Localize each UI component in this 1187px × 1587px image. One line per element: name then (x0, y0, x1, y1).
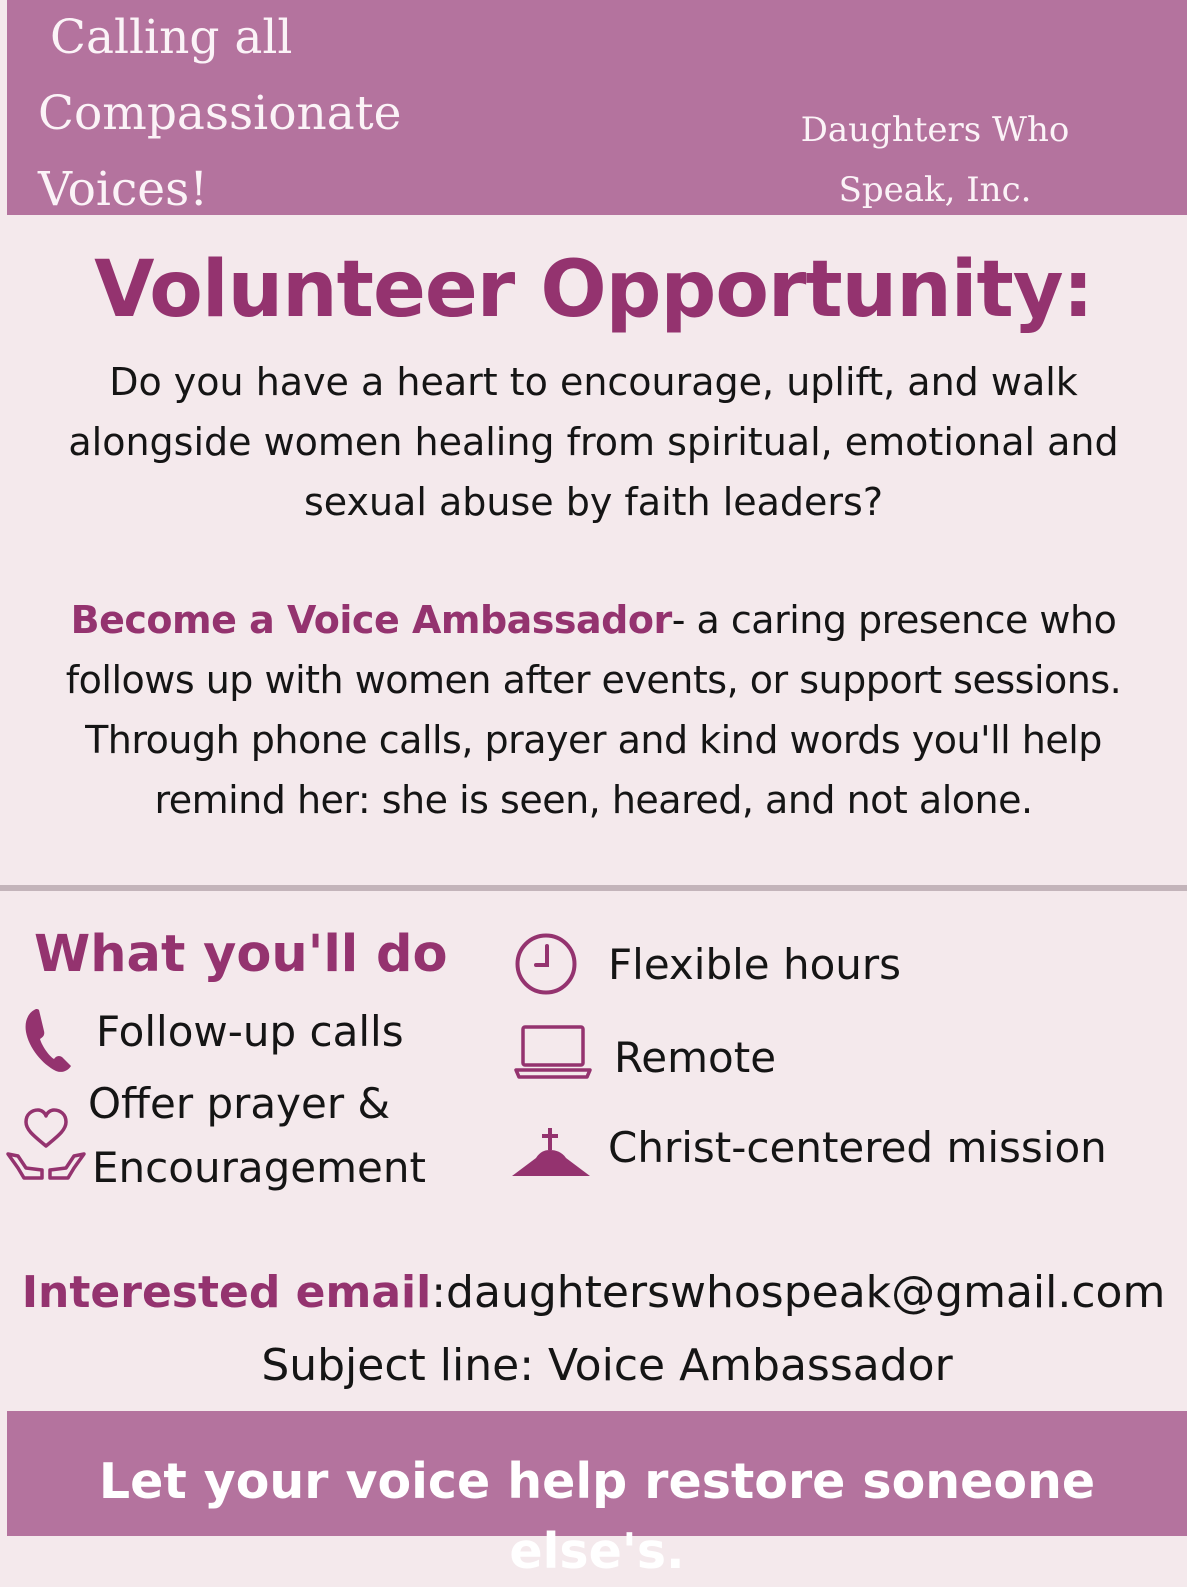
perk-hours: Flexible hours (608, 940, 902, 989)
perk-remote: Remote (614, 1033, 777, 1082)
tagline-line: Calling all (50, 10, 293, 65)
footer-slogan: Let your voice help restore soneone else's. (98, 1453, 1096, 1580)
todo-prayer-line: Offer prayer & (88, 1079, 391, 1128)
org-name-line: Speak, Inc. (838, 170, 1032, 210)
phone-icon (22, 1006, 74, 1074)
intro-line: alongside women healing from spiritual, emotional and (68, 420, 1119, 464)
tagline-line: Compassionate (38, 86, 402, 141)
ambassador-description (0, 590, 1187, 830)
todo-prayer-line: Encouragement (92, 1143, 426, 1192)
ambassador-line: Through phone calls, prayer and kind words you'll help (85, 718, 1102, 762)
tagline-line: Voices! (38, 162, 209, 217)
email-value[interactable]: :daughterswhospeak@gmail.com (431, 1267, 1166, 1318)
todo-calls: Follow-up calls (96, 1007, 404, 1056)
ambassador-line: remind her: she is seen, heared, and not alone. (154, 778, 1033, 822)
contact-email (0, 1262, 1187, 1324)
page-title: Volunteer Opportunity: (94, 245, 1093, 335)
tagline (38, 0, 458, 228)
perk-mission: Christ-centered mission (608, 1123, 1107, 1172)
church-icon (510, 1126, 592, 1178)
laptop-icon (514, 1024, 592, 1080)
intro-question (0, 352, 1187, 532)
clock-icon (514, 932, 578, 996)
org-name (770, 100, 1100, 220)
ambassador-line (0, 590, 1187, 650)
ambassador-lead: Become a Voice Ambassador (70, 598, 672, 642)
ambassador-line: follows up with women after events, or support sessions. (65, 658, 1122, 702)
todo-prayer (88, 1072, 426, 1200)
email-label: Interested email (21, 1267, 432, 1318)
intro-line: Do you have a heart to encourage, uplift, and walk (109, 360, 1078, 404)
ambassador-first-rest: - a caring presence who (671, 598, 1117, 642)
todo-title: What you'll do (34, 925, 448, 984)
section-divider (0, 885, 1187, 891)
heart-hands-icon (4, 1102, 88, 1186)
contact-subject: Subject line: Voice Ambassador (261, 1340, 953, 1391)
intro-line: sexual abuse by faith leaders? (303, 480, 884, 524)
org-name-line: Daughters Who (800, 110, 1070, 150)
